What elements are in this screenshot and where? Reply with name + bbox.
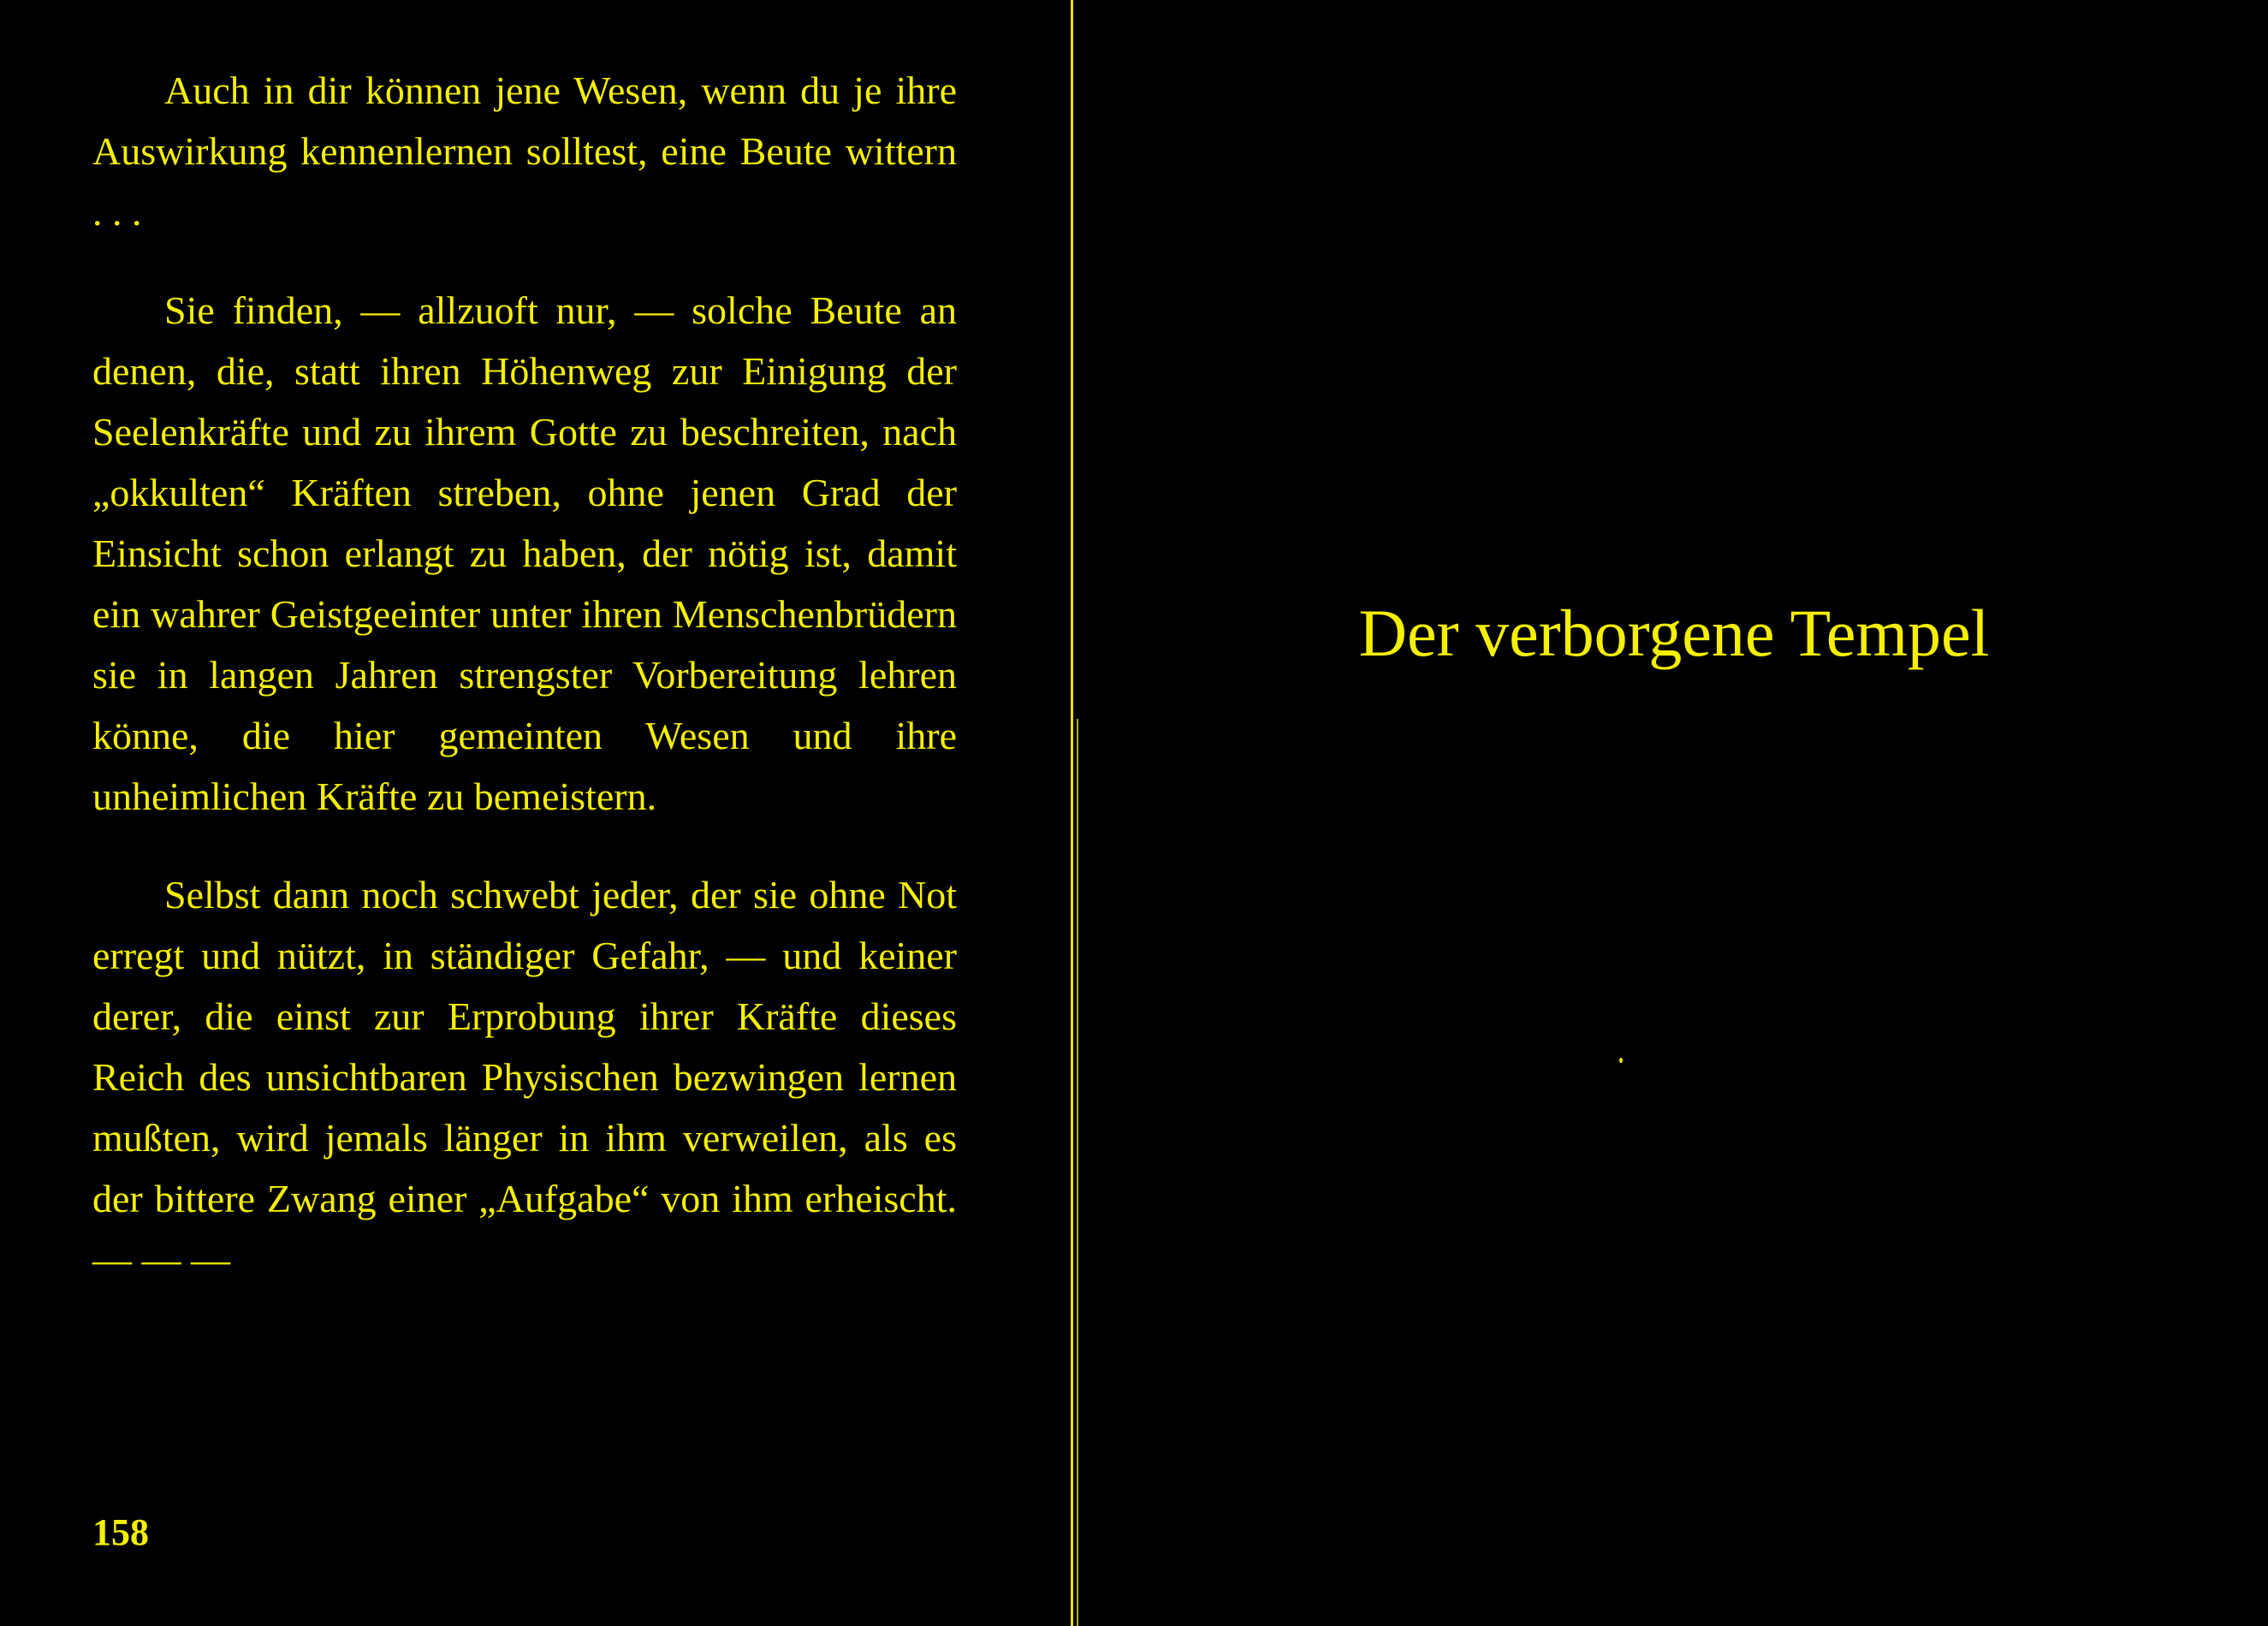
gutter-line [1071, 0, 1073, 1626]
left-page [0, 0, 1066, 1626]
right-page [1080, 0, 2268, 1626]
paragraph-3: Selbst dann noch schwebt jeder, der sie ohne Not erregt und nützt, in ständiger Gefahr, — und keiner derer, die einst zur Erprobung ihrer Kräfte dieses Reich des unsichtbaren Physischen bezwingen lernen mußten, wird jemals länger in ihm verweilen, als es der bittere Zwang einer „Aufgabe“ von ihm erheischt. — — — [92, 873, 957, 1281]
paragraph-1: Auch in dir können jene Wesen, wenn du je ihre Auswirkung kennenlernen solltest, eine Beute wittern . . . [92, 68, 957, 234]
page-number: 158 [92, 1511, 149, 1553]
chapter-title: Der verborgene Tempel [1358, 596, 1990, 670]
paragraph-2: Sie finden, — allzuoft nur, — solche Beute an denen, die, statt ihren Höhenweg zur Einigung der Seelenkräfte und zu ihrem Gotte zu beschreiten, nach „okkulten“ Kräften streben, ohne jenen Grad der Einsicht schon erlangt zu haben, der nötig ist, damit ein wahrer Geistgeeinter unter ihren Menschenbrüdern sie in langen Jahren strengster Vorbereitung lehren könne, die hier gemeinten Wesen und ihre unheimlichen Kräfte zu bemeistern. [92, 288, 957, 818]
print-speck [1619, 1058, 1623, 1063]
body-text [92, 60, 957, 1327]
gutter-shadow-line [1077, 719, 1078, 1626]
